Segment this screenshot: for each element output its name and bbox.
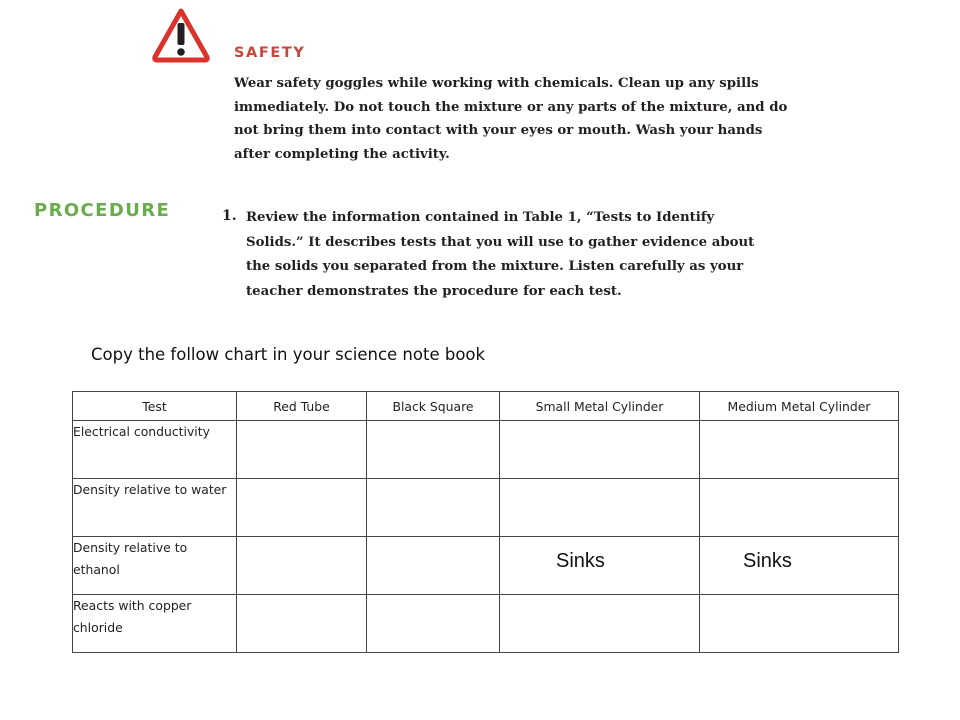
table-cell [700,595,899,653]
table-header-row [73,392,899,421]
table-row [73,421,899,479]
table-cell-small-cylinder-ethanol [500,537,700,595]
step-number: 1. [222,208,237,224]
table-cell [367,421,500,479]
table-cell [500,595,700,653]
table-cell [500,421,700,479]
cell-value-sinks: Sinks [556,550,605,572]
table-cell [367,595,500,653]
tests-chart-table [72,391,899,653]
table-cell [700,421,899,479]
table-cell [367,479,500,537]
procedure-heading: PROCEDURE [34,200,171,221]
cell-value-sinks: Sinks [743,550,792,572]
table-cell [237,479,367,537]
column-header-small-metal-cylinder: Small Metal Cylinder [500,392,700,421]
table-cell [237,595,367,653]
table-cell-medium-cylinder-ethanol [700,537,899,595]
safety-heading: SAFETY [234,45,306,61]
column-header-red-tube: Red Tube [237,392,367,421]
table-row [73,537,899,595]
table-row [73,595,899,653]
row-label-electrical-conductivity: Electrical conductivity [73,421,237,479]
instruction-text: Copy the follow chart in your science note book [91,345,486,364]
row-label-density-ethanol: Density relative to ethanol [73,537,237,595]
column-header-test: Test [73,392,237,421]
table-cell [367,537,500,595]
safety-warning-icon [150,6,212,64]
safety-text: Wear safety goggles while working with chemicals. Clean up any spills immediately. Do not touch the mixture or any parts of the mixture, and do not bring them into contact with your eyes or mouth. Wash your hands after completing the activity. [234,76,788,162]
row-label-reacts-copper-chloride: Reacts with copper chloride [73,595,237,653]
warning-triangle-icon [150,6,212,64]
table-cell [700,479,899,537]
procedure-step-text: Review the information contained in Table 1, “Tests to Identify Solids.” It describes tests that you will use to gather evidence about the solids you separated from the mixture. Listen carefully as your teacher demonstrates the procedure for each test. [246,210,755,299]
row-label-density-water: Density relative to water [73,479,237,537]
table-row [73,479,899,537]
table-cell [237,537,367,595]
column-header-black-square: Black Square [367,392,500,421]
table-cell [237,421,367,479]
column-header-medium-metal-cylinder: Medium Metal Cylinder [700,392,899,421]
table-cell [500,479,700,537]
